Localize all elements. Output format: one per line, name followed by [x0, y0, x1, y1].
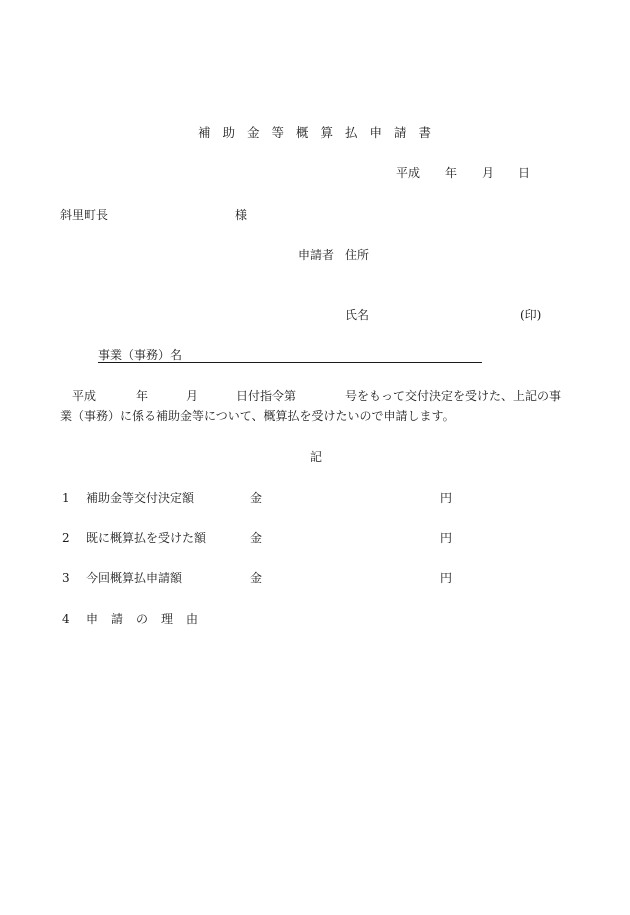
addressee-name: 斜里町長	[60, 208, 109, 222]
item-number: 2	[62, 531, 70, 545]
document-title: 補助金等概算払申請書	[198, 125, 444, 140]
item-number: 3	[62, 571, 70, 585]
item-label: 申請の理由	[86, 612, 212, 626]
item-yen: 円	[440, 531, 453, 545]
item-label: 補助金等交付決定額	[86, 491, 195, 505]
addressee-honorific: 様	[235, 208, 248, 222]
item-yen: 円	[440, 491, 453, 505]
applicant-address-label: 住所	[345, 248, 370, 262]
project-name-label: 事業（事務）名	[98, 348, 183, 362]
applicant-name-label: 氏名	[345, 308, 370, 322]
applicant-label: 申請者	[298, 248, 335, 262]
item-label: 今回概算払申請額	[86, 571, 183, 585]
paragraph-month: 月	[186, 389, 199, 403]
date-year: 年	[445, 166, 458, 180]
item-kin: 金	[250, 531, 263, 545]
seal-mark: (印)	[520, 308, 542, 322]
paragraph-era: 平成	[72, 389, 97, 403]
ki-heading: 記	[310, 450, 323, 464]
paragraph-line2: 業（事務）に係る補助金等について、概算払を受けたいので申請します。	[60, 409, 455, 423]
item-label: 既に概算払を受けた額	[86, 531, 207, 545]
paragraph-year: 年	[136, 389, 149, 403]
project-name-underline	[98, 362, 482, 363]
paragraph-line1-rest: 号をもって交付決定を受けた、上記の事	[345, 389, 562, 403]
item-number: 4	[62, 612, 70, 626]
date-day: 日	[518, 166, 531, 180]
item-number: 1	[62, 491, 70, 505]
date-month: 月	[482, 166, 495, 180]
item-kin: 金	[250, 491, 263, 505]
paragraph-directive: 日付指令第	[236, 389, 297, 403]
date-era: 平成	[396, 166, 421, 180]
item-yen: 円	[440, 571, 453, 585]
item-kin: 金	[250, 571, 263, 585]
